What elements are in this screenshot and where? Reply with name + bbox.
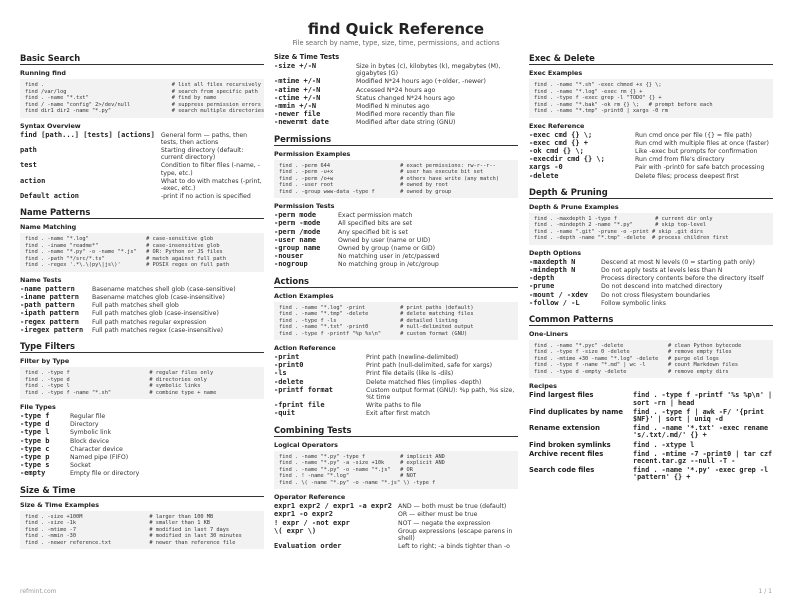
table-row [20, 327, 264, 335]
table-row [20, 438, 264, 446]
option-description: Modified more recently than file [356, 111, 455, 119]
option-description: Owned by user (name or UID) [338, 236, 431, 244]
option-description: Delete files; process deepest first [635, 172, 739, 180]
table-row [529, 275, 773, 283]
option-name: test [20, 161, 37, 170]
option-name: Find broken symlinks [529, 440, 611, 449]
option-name: -iregex pattern [20, 325, 84, 334]
subsection-title-exec-reference: Exec Reference [529, 121, 585, 130]
option-name: -mmin +/-N [274, 102, 317, 111]
option-name: -depth [529, 274, 555, 283]
option-name: -perm -mode [274, 219, 321, 228]
option-description: Block device [70, 437, 110, 445]
option-description: No matching user in /etc/passwd [338, 253, 440, 261]
page-subtitle: File search by name, type, size, time, permissions, and actions [292, 39, 500, 47]
option-name: -nouser [274, 252, 304, 261]
section-title-common-patterns: Common Patterns [529, 314, 773, 326]
reference-table [529, 132, 773, 181]
table-row [20, 462, 264, 470]
option-description: Starting directory (default: current directory) [160, 146, 244, 162]
option-description: Custom output format (GNU): %p path, %s size, %t time [366, 386, 515, 402]
option-description: Named pipe (FIFO) [70, 454, 129, 462]
subsection-title-name-tests: Name Tests [20, 275, 62, 284]
option-name: Default action [20, 192, 80, 201]
option-name: -exec cmd {} + [529, 138, 589, 147]
option-description: find . -mtime -7 -print0 | tar czf recent.tar.gz --null -T - [633, 449, 773, 466]
section-title-type-filters: Type Filters [20, 341, 264, 353]
option-name: -newermt date [274, 118, 329, 127]
reference-table [274, 503, 518, 551]
table-row [274, 402, 518, 410]
option-name: -ipath pattern [20, 309, 80, 318]
option-description: find . -type f | awk -F/ '{print $NF}' | sort | uniq -d [633, 407, 764, 424]
option-name: -type s [20, 461, 50, 470]
subsection-title-size-time-examples: Size & Time Examples [20, 500, 99, 509]
option-description: Print path (null-delimited, safe for xargs) [366, 362, 493, 370]
section-title-name-patterns: Name Patterns [20, 207, 264, 219]
option-description: Print path (newline-delimited) [366, 354, 459, 362]
option-description: AND — both must be true (default) [398, 503, 507, 511]
section-title-basic-search: Basic Search [20, 53, 264, 65]
section-title-size-time-tests: Size & Time Tests [274, 53, 340, 61]
table-row [20, 413, 264, 421]
option-name: -maxdepth N [529, 257, 576, 266]
page-header [0, 20, 792, 47]
page-title: find Quick Reference [307, 20, 485, 38]
option-description: Follow symbolic links [601, 299, 666, 307]
option-name: -atime +/-N [274, 85, 321, 94]
option-description: Group expressions (escape parens in shell) [398, 527, 513, 542]
code-block: find . -name "*.log" # case-sensitive glob find . -iname "readme*" # case-insensitive glob find . -name "*.py" -o -name "*.js" # OR: Python or JS files find . -path "*/src/*.ts" # match against full path find . -regex '.*\.\(py\|js\)' # POSIX regex on full path [20, 233, 264, 272]
option-description: Status changed N*24 hours ago [356, 94, 455, 102]
option-name: -quit [274, 409, 296, 418]
subsection-title-logical-operators: Logical Operators [274, 440, 338, 449]
table-row [274, 370, 518, 378]
option-description: Like -exec but prompts for confirmation [635, 147, 758, 155]
option-name: ! expr / -not expr [274, 518, 350, 527]
option-name: -delete [274, 377, 304, 386]
section-title-size-time: Size & Time [20, 485, 264, 497]
subsection-title-recipes: Recipes [529, 382, 557, 391]
option-description: No matching group in /etc/group [338, 261, 439, 269]
option-name: -type b [20, 436, 50, 445]
reference-table [529, 392, 773, 483]
code-block: find . -perm 644 # exact permissions: rw-r--r-- find . -perm -u+x # user has execute bit set find . -perm /o+w # others have write (any match) find . -user root # owned by root find . -group www-data -type f # owned by group [274, 160, 518, 199]
table-row [529, 451, 773, 467]
option-description: Left to right; -a binds tighter than -o [398, 543, 510, 551]
option-description: General form — paths, then tests, then actions [160, 131, 248, 146]
option-description: Symbolic link [70, 429, 112, 437]
code-block: find . -size +100M # larger than 100 MB find . -size -1k # smaller than 1 KB find . -mtime -7 # modified in last 7 days find . -mmin -30 # modified in last 30 minutes find . -newer reference.txt # newer than reference file [20, 511, 264, 550]
option-description: OR — either must be true [398, 511, 478, 519]
table-row [20, 147, 264, 162]
option-description: All specified bits are set [338, 220, 413, 228]
option-name: -group name [274, 243, 321, 252]
option-name: -exec cmd {} \; [529, 130, 593, 139]
subsection-title-operator-reference: Operator Reference [274, 493, 346, 502]
option-description: Condition to filter files (-name, -type, etc.) [160, 162, 260, 177]
option-name: expr1 expr2 / expr1 -a expr2 [274, 502, 393, 511]
option-name: -mount / -xdev [529, 290, 589, 299]
option-description: Run cmd from file's directory [635, 156, 725, 164]
table-row [20, 429, 264, 437]
table-row [529, 409, 773, 425]
option-description: find . -type f -printf '%s %p\n' | sort -rn | head [633, 391, 773, 407]
option-name: path [20, 145, 37, 154]
option-name: -nogroup [274, 260, 308, 269]
table-row [20, 132, 264, 147]
section-title-permissions: Permissions [274, 134, 518, 146]
option-name: -empty [20, 469, 46, 478]
table-row [529, 467, 773, 483]
table-row [274, 354, 518, 362]
option-name: -type f [20, 412, 50, 421]
option-description: Modified N minutes ago [356, 103, 430, 111]
subsection-title-depth-prune-examples: Depth & Prune Examples [529, 202, 619, 211]
code-block: find . -name "*.sh" -exec chmod +x {} \; find . -name "*.log" -exec rm {} + find . -type f -exec grep -l "TODO" {} + find . -name "*.bak" -ok rm {} \; # prompt before each find . -name "*.tmp" -print0 | xargs -0 rm [529, 79, 773, 118]
subsection-title-permission-tests: Permission Tests [274, 202, 335, 211]
option-description: Accessed N*24 hours ago [356, 86, 436, 94]
option-description: Regular file [70, 413, 106, 421]
option-description: What to do with matches (-print, -exec, etc.) [160, 177, 262, 192]
table-row [20, 446, 264, 454]
table-row [529, 267, 773, 275]
option-name: Rename extension [529, 424, 600, 433]
subsection-title-permission-examples: Permission Examples [274, 149, 351, 158]
code-block: find . -name "*.pyc" -delete # clean Python bytecode find . -type f -size 0 -delete # remove empty files find . -mtime +30 -name "*.log" -delete # purge old logs find . -type f -name "*.md" | wc -l # count Markdown files find . -type d -empty -delete # remove empty dirs [529, 340, 773, 379]
option-description: find . -xtype l [633, 440, 695, 449]
option-name: Find duplicates by name [529, 407, 623, 416]
code-block: find . -maxdepth 1 -type f # current dir only find . -mindepth 2 -name "*.py" # skip top-level find . -name ".git" -prune -o -print # skip .git dirs find . -depth -name "*.tmp" -delete # process children first [529, 213, 773, 245]
column-1 [20, 53, 264, 549]
subsection-title-running-find: Running find [20, 69, 66, 77]
table-row [274, 253, 518, 261]
section-title-depth-pruning: Depth & Pruning [529, 187, 773, 199]
table-row [20, 193, 264, 201]
subsection-title-name-matching: Name Matching [20, 223, 77, 232]
option-name: -type d [20, 420, 50, 429]
table-row [20, 470, 264, 478]
option-name: -ctime +/-N [274, 93, 321, 102]
table-row [274, 528, 518, 543]
reference-table [274, 354, 518, 419]
table-row [20, 454, 264, 462]
section-title-actions: Actions [274, 276, 518, 288]
option-description: Do not cross filesystem boundaries [601, 291, 710, 299]
option-description: Empty file or directory [70, 470, 140, 478]
table-row [529, 300, 773, 308]
subsection-title-syntax-overview: Syntax Overview [20, 121, 81, 130]
option-name: -path pattern [20, 301, 75, 310]
code-block: find . # list all files recursively find /var/log # search from specific path find . -name "*.txt" # find by name find / -name "config" 2>/dev/null # suppress permission errors find dir1 dir2 -name "*.py" # search multiple directories [20, 79, 264, 118]
table-row [20, 162, 264, 177]
table-row [274, 245, 518, 253]
option-name: xargs -0 [529, 163, 563, 172]
reference-table [274, 212, 518, 269]
option-description: Run cmd once per file ({} = file path) [635, 131, 752, 139]
option-description: Any specified bit is set [338, 228, 408, 236]
reference-table [20, 286, 264, 335]
subsection-title-file-types: File Types [20, 403, 56, 412]
option-name: -execdir cmd {} \; [529, 155, 605, 164]
table-row [274, 261, 518, 269]
option-name: -ok cmd {} \; [529, 146, 584, 155]
option-description: Basename matches glob (case-insensitive) [92, 294, 225, 302]
subsection-title-action-reference: Action Reference [274, 344, 336, 353]
table-row [20, 178, 264, 193]
table-row [529, 425, 773, 441]
option-name: -iname pattern [20, 293, 80, 302]
table-row [274, 362, 518, 370]
subsection-title-exec-examples: Exec Examples [529, 69, 583, 77]
reference-table [20, 132, 264, 202]
option-description: Run cmd with multiple files at once (faster) [635, 139, 769, 147]
option-name: action [20, 176, 46, 185]
option-description: Socket [70, 462, 91, 470]
option-name: -delete [529, 171, 559, 180]
table-row [20, 421, 264, 429]
subsection-title-one-liners: One-Liners [529, 329, 569, 338]
section-title-exec-delete: Exec & Delete [529, 53, 773, 65]
reference-table [529, 259, 773, 308]
option-description: Full path matches regular expression [92, 318, 207, 326]
table-row [274, 119, 518, 127]
option-name: -type p [20, 453, 50, 462]
table-row [274, 410, 518, 418]
table-row [274, 543, 518, 551]
option-name: Evaluation order [274, 542, 342, 551]
column-3 [529, 53, 773, 484]
option-name: -regex pattern [20, 317, 80, 326]
option-name: -follow / -L [529, 298, 580, 307]
table-row [274, 63, 518, 78]
option-description: Full path matches glob (case-insensitive) [92, 310, 219, 318]
option-description: find . -name '*.txt' -exec rename 's/.txt/.md/' {} + [633, 424, 769, 440]
option-name: -perm /mode [274, 227, 321, 236]
option-description: Exact permission match [338, 212, 413, 220]
option-description: Modified N*24 hours ago (+older, -newer) [356, 78, 486, 86]
option-description: Write paths to file [366, 402, 422, 410]
option-description: Full path matches shell glob [92, 302, 179, 310]
footer-page-number: 1 / 1 [758, 588, 772, 595]
option-description: Basename matches shell glob (case-sensitive) [92, 285, 236, 293]
option-description: Print file details (like ls -dils) [366, 370, 454, 378]
option-name: find [path...] [tests] [actions] [20, 130, 155, 139]
option-description: Full path matches regex (case-insensitive) [92, 326, 224, 334]
option-name: Search code files [529, 466, 595, 475]
option-description: Do not apply tests at levels less than N [601, 266, 723, 274]
option-description: Process directory contents before the directory itself [601, 275, 764, 283]
option-name: -mindepth N [529, 265, 576, 274]
subsection-title-filter-by-type: Filter by Type [20, 357, 70, 366]
table-row [274, 387, 518, 402]
option-name: -mtime +/-N [274, 77, 321, 86]
option-name: -type c [20, 444, 50, 453]
option-description: find . -name '*.py' -exec grep -l 'pattern' {} + [633, 466, 769, 482]
table-row [529, 392, 773, 408]
option-name: -user name [274, 235, 317, 244]
option-name: -print [274, 353, 300, 362]
section-title-combining-tests: Combining Tests [274, 425, 518, 437]
table-row [529, 164, 773, 172]
subsection-title-depth-options: Depth Options [529, 248, 582, 257]
table-row [529, 173, 773, 181]
option-description: Pair with -print0 for safe batch processing [635, 164, 765, 172]
option-description: Character device [70, 445, 123, 453]
option-name: -type l [20, 428, 50, 437]
option-description: NOT — negate the expression [398, 519, 491, 527]
reference-table [20, 413, 264, 479]
option-name: \( expr \) [274, 526, 317, 535]
option-name: -ls [274, 369, 287, 378]
option-description: Modified after date string (GNU) [356, 119, 456, 127]
option-name: -printf format [274, 385, 334, 394]
code-block: find . -name "*.py" -type f # implicit AND find . -name "*.py" -a -size +10k # explicit AND find . -name "*.py" -o -name "*.js" # OR find . ! -name "*.log" # NOT find . \( -name "*.py" -o -name "*.js" \) -type f [274, 451, 518, 490]
code-block: find . -name "*.log" -print # print paths (default) find . -name "*.tmp" -delete # delete matching files find . -type f -ls # detailed listing find . -name "*.txt" -print0 # null-delimited output find . -type f -printf "%p %s\n" # custom format (GNU) [274, 302, 518, 341]
reference-table [274, 63, 518, 128]
option-name: Find largest files [529, 391, 594, 400]
option-description: Delete matched files (implies -depth) [366, 378, 482, 386]
footer-site: refmint.com [20, 588, 57, 595]
option-description: Do not descend into matched directory [601, 283, 723, 291]
option-name: -name pattern [20, 284, 75, 293]
table-row [529, 156, 773, 164]
option-description: Directory [70, 421, 99, 429]
option-description: Size in bytes (c), kilobytes (k), megabytes (M), gigabytes (G) [356, 63, 501, 78]
option-name: -fprint file [274, 401, 325, 410]
option-name: -print0 [274, 361, 304, 370]
option-name: -size +/-N [274, 62, 317, 70]
option-description: Exit after first match [366, 410, 430, 418]
option-name: -perm mode [274, 211, 317, 220]
code-block: find . -type f # regular files only find . -type d # directories only find . -type l # symbolic links find . -type f -name "*.sh" # combine type + name [20, 367, 264, 399]
option-description: Descend at most N levels (0 = starting path only) [601, 258, 755, 266]
option-name: -prune [529, 282, 555, 291]
option-name: -newer file [274, 110, 321, 119]
option-name: expr1 -o expr2 [274, 510, 334, 519]
column-2 [274, 53, 518, 551]
option-name: Archive recent files [529, 449, 604, 458]
option-description: Owned by group (name or GID) [338, 244, 436, 252]
option-description: -print if no action is specified [160, 193, 251, 201]
subsection-title-action-examples: Action Examples [274, 291, 334, 300]
